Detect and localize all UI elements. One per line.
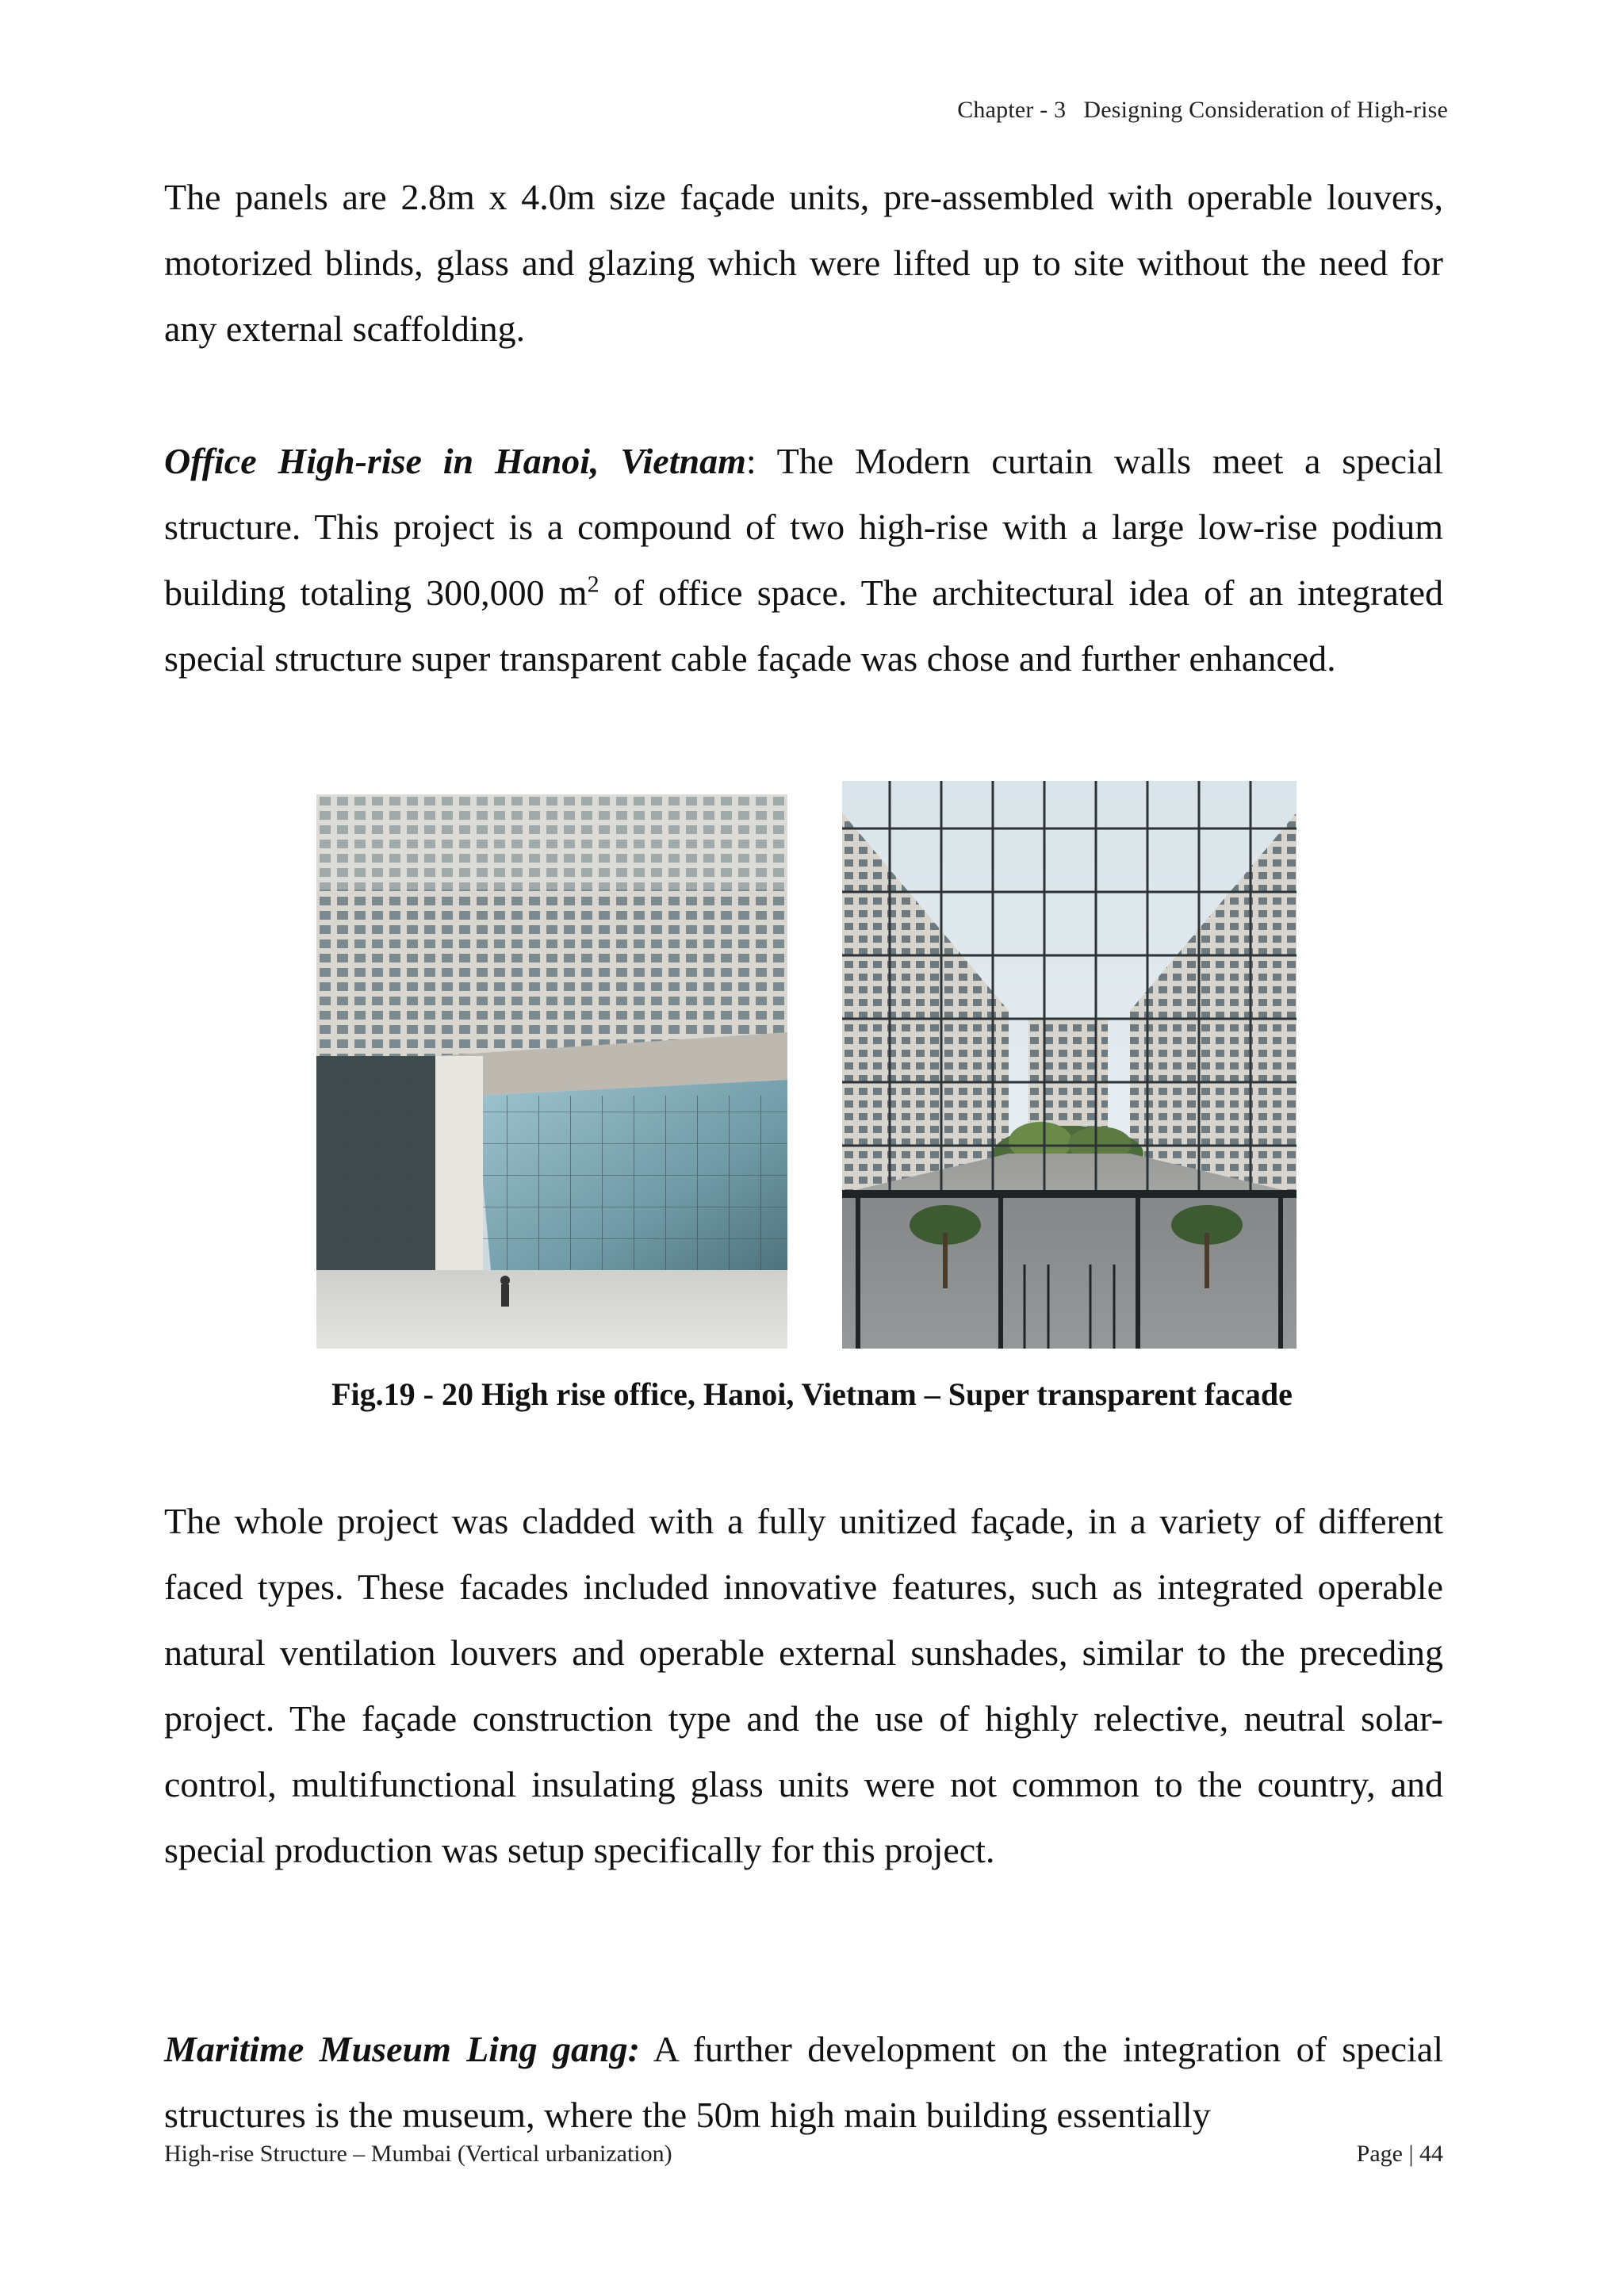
page-number: Page | 44 [1356,2141,1443,2167]
photo-hanoi-podium [316,794,787,1349]
paragraph-maritime-museum [164,2016,1443,2148]
maritime-text: A further development on the integration of special structures is the museum, where the 50m high main building essentially [164,2029,1443,2135]
paragraph-unitized-facade: The whole project was cladded with a fully unitized façade, in a variety of different faced types. These facades included innovative features, such as integrated operable natural ventilation louvers and operable external sunshades, similar to the preceding project. The façade construction type and the use of highly relective, neutral solar-control, multifunctional insulating glass units were not common to the country, and special production was setup specifically for this project. [164,1501,1443,1870]
header-title: Designing Consideration of High-rise [1083,97,1448,123]
header-chapter: Chapter - 3 [957,97,1067,123]
hanoi-lead: Office High-rise in Hanoi, Vietnam [164,441,746,481]
running-header [957,97,1448,124]
paragraph-hanoi [164,428,1443,691]
superscript-2: 2 [587,571,599,598]
photo-hanoi-cable-facade [842,781,1297,1349]
figure-caption: Fig.19 - 20 High rise office, Hanoi, Vietnam – Super transparent facade [331,1376,1293,1412]
page-footer [164,2141,1443,2168]
hanoi-text-b: of office space. The architectural idea of an integrated special structure super transparent cable façade was chose and further enhanced. [164,572,1443,679]
hanoi-text-a: : The Modern curtain walls meet a special structure. This project is a compound of two high-rise with a large low-rise podium building totaling 300,000 m [164,441,1444,613]
footer-title: High-rise Structure – Mumbai (Vertical urbanization) [164,2141,672,2167]
maritime-lead: Maritime Museum Ling gang: [164,2029,640,2069]
photo-hanoi-podium-art [316,794,787,1349]
photo-cable-facade-art [842,781,1297,1349]
paragraph-panels: The panels are 2.8m x 4.0m size façade units, pre-assembled with operable louvers, motorized blinds, glass and glazing which were lifted up to site without the need for any external scaffolding. [164,177,1443,349]
